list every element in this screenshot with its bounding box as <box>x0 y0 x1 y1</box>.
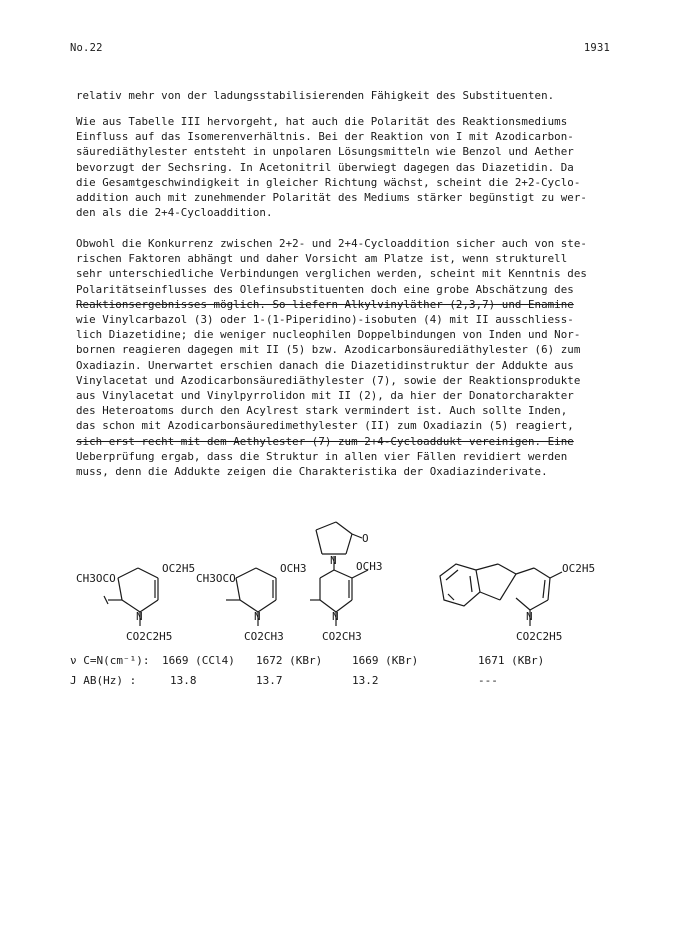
ir-row-label: ν C=N(cm⁻¹): <box>70 654 150 667</box>
compound-3-bottom-substituent: CO2CH3 <box>322 630 362 643</box>
text-line: aus Vinylacetat und Vinylpyrrolidon mit II (2), da hier der Donatorcharakter <box>76 389 574 403</box>
compound-1-ir: 1669 (CCl4) <box>162 654 235 667</box>
text-line: des Heteroatoms durch den Acylrest stark vermindert ist. Auch sollte Inden, <box>76 404 568 418</box>
compound-1-right-substituent: OC2H5 <box>162 562 196 575</box>
compound-2-j: 13.7 <box>256 674 283 687</box>
compound-4-n-label: N <box>526 610 533 623</box>
paragraph-1 <box>76 88 610 103</box>
text-line: Vinylacetat und Azodicarbonsäurediäthylester (7), sowie der Reaktionsprodukte <box>76 373 581 387</box>
text-line: addition auch mit zunehmender Polarität des Mediums stärker begünstigt zu wer- <box>76 191 587 205</box>
text-line: lich Diazetidine; die weniger nucleophilen Doppelbindungen von Inden und Nor- <box>76 328 581 342</box>
compound-2-bottom-substituent: CO2CH3 <box>244 630 284 643</box>
text-line: Polaritätseinflusses des Olefinsubstituenten doch eine grobe Abschätzung des <box>76 282 574 296</box>
chemical-structures-figure <box>0 520 680 720</box>
compound-3-n-label: N <box>330 554 337 567</box>
text-line: relativ mehr von der ladungsstabilisierenden Fähigkeit des Substituenten. <box>76 89 555 102</box>
compound-1-n-label: N <box>136 610 143 623</box>
compound-3-j: 13.2 <box>352 674 379 687</box>
issue-number: No.22 <box>70 42 103 54</box>
text-line: Reaktionsergebnisses möglich. So liefern Alkylvinyläther (2,3,7) und Enamine <box>76 297 574 311</box>
compound-1-j: 13.8 <box>170 674 197 687</box>
compound-1-bottom-substituent: CO2C2H5 <box>126 630 173 643</box>
paragraph-2 <box>76 114 610 220</box>
compound-3-top-substituent: O <box>362 532 369 545</box>
compound-4-ir: 1671 (KBr) <box>478 654 545 667</box>
paragraph-3 <box>76 236 610 479</box>
compound-4-bottom-substituent: CO2C2H5 <box>516 630 563 643</box>
compound-2-left-substituent: CH3OCO <box>196 572 236 585</box>
text-line: Einfluss auf das Isomerenverhältnis. Bei der Reaktion von I mit Azodicarbon- <box>76 130 574 144</box>
compound-2-right-substituent: OCH3 <box>280 562 307 575</box>
page-number: 1931 <box>583 42 610 54</box>
text-line: wie Vinylcarbazol (3) oder 1-(1-Piperidino)-isobuten (4) mit II ausschliess- <box>76 313 574 327</box>
text-line: die Gesamtgeschwindigkeit in gleicher Richtung wächst, scheint die 2+2-Cyclo- <box>76 175 581 189</box>
text-line: bevorzugt der Sechsring. In Acetonitril überwiegt dagegen das Diazetidin. Da <box>76 160 574 174</box>
text-line: Oxadiazin. Unerwartet erschien danach die Diazetidinstruktur der Addukte aus <box>76 358 574 372</box>
structures-svg <box>0 520 680 720</box>
text-line: muss, denn die Addukte zeigen die Charakteristika der Oxadiazinderivate. <box>76 465 548 479</box>
compound-4-ring <box>440 564 562 626</box>
compound-2-n-label: N <box>254 610 261 623</box>
text-line: rischen Faktoren abhängt und daher Vorsicht am Platze ist, wenn strukturell <box>76 252 568 266</box>
compound-3-ring <box>310 522 368 626</box>
compound-1-left-substituent: CH3OCO <box>76 572 116 585</box>
compound-3-right-substituent: OCH3 <box>356 560 383 573</box>
text-line: Ueberprüfung ergab, dass die Struktur in allen vier Fällen revidiert werden <box>76 449 568 463</box>
j-row-label: J AB(Hz) : <box>70 674 137 687</box>
compound-4-j: --- <box>478 674 498 687</box>
compound-2-ir: 1672 (KBr) <box>256 654 323 667</box>
text-line: sich erst recht mit dem Aethylester (7) zum 2+4-Cycloaddukt vereinigen. Eine <box>76 434 574 448</box>
text-line: sehr unterschiedliche Verbindungen verglichen werden, scheint mit Kenntnis des <box>76 267 587 281</box>
compound-3-ir: 1669 (KBr) <box>352 654 419 667</box>
text-line: Obwohl die Konkurrenz zwischen 2+2- und 2+4-Cycloaddition sicher auch von ste- <box>76 237 587 250</box>
text-line: den als die 2+4-Cycloaddition. <box>76 206 273 220</box>
compound-4-right-substituent: OC2H5 <box>562 562 596 575</box>
text-line: säurediäthylester entsteht in unpolaren Lösungsmitteln wie Benzol und Aether <box>76 145 574 159</box>
text-line: Wie aus Tabelle III hervorgeht, hat auch die Polarität des Reaktionsmediums <box>76 115 568 128</box>
text-line: das schon mit Azodicarbonsäuredimethylester (II) zum Oxadiazin (5) reagiert, <box>76 419 574 433</box>
compound-3-n-label-2: N <box>332 610 339 623</box>
text-line: bornen reagieren dagegen mit II (5) bzw. Azodicarbonsäurediäthylester (6) zum <box>76 343 581 357</box>
